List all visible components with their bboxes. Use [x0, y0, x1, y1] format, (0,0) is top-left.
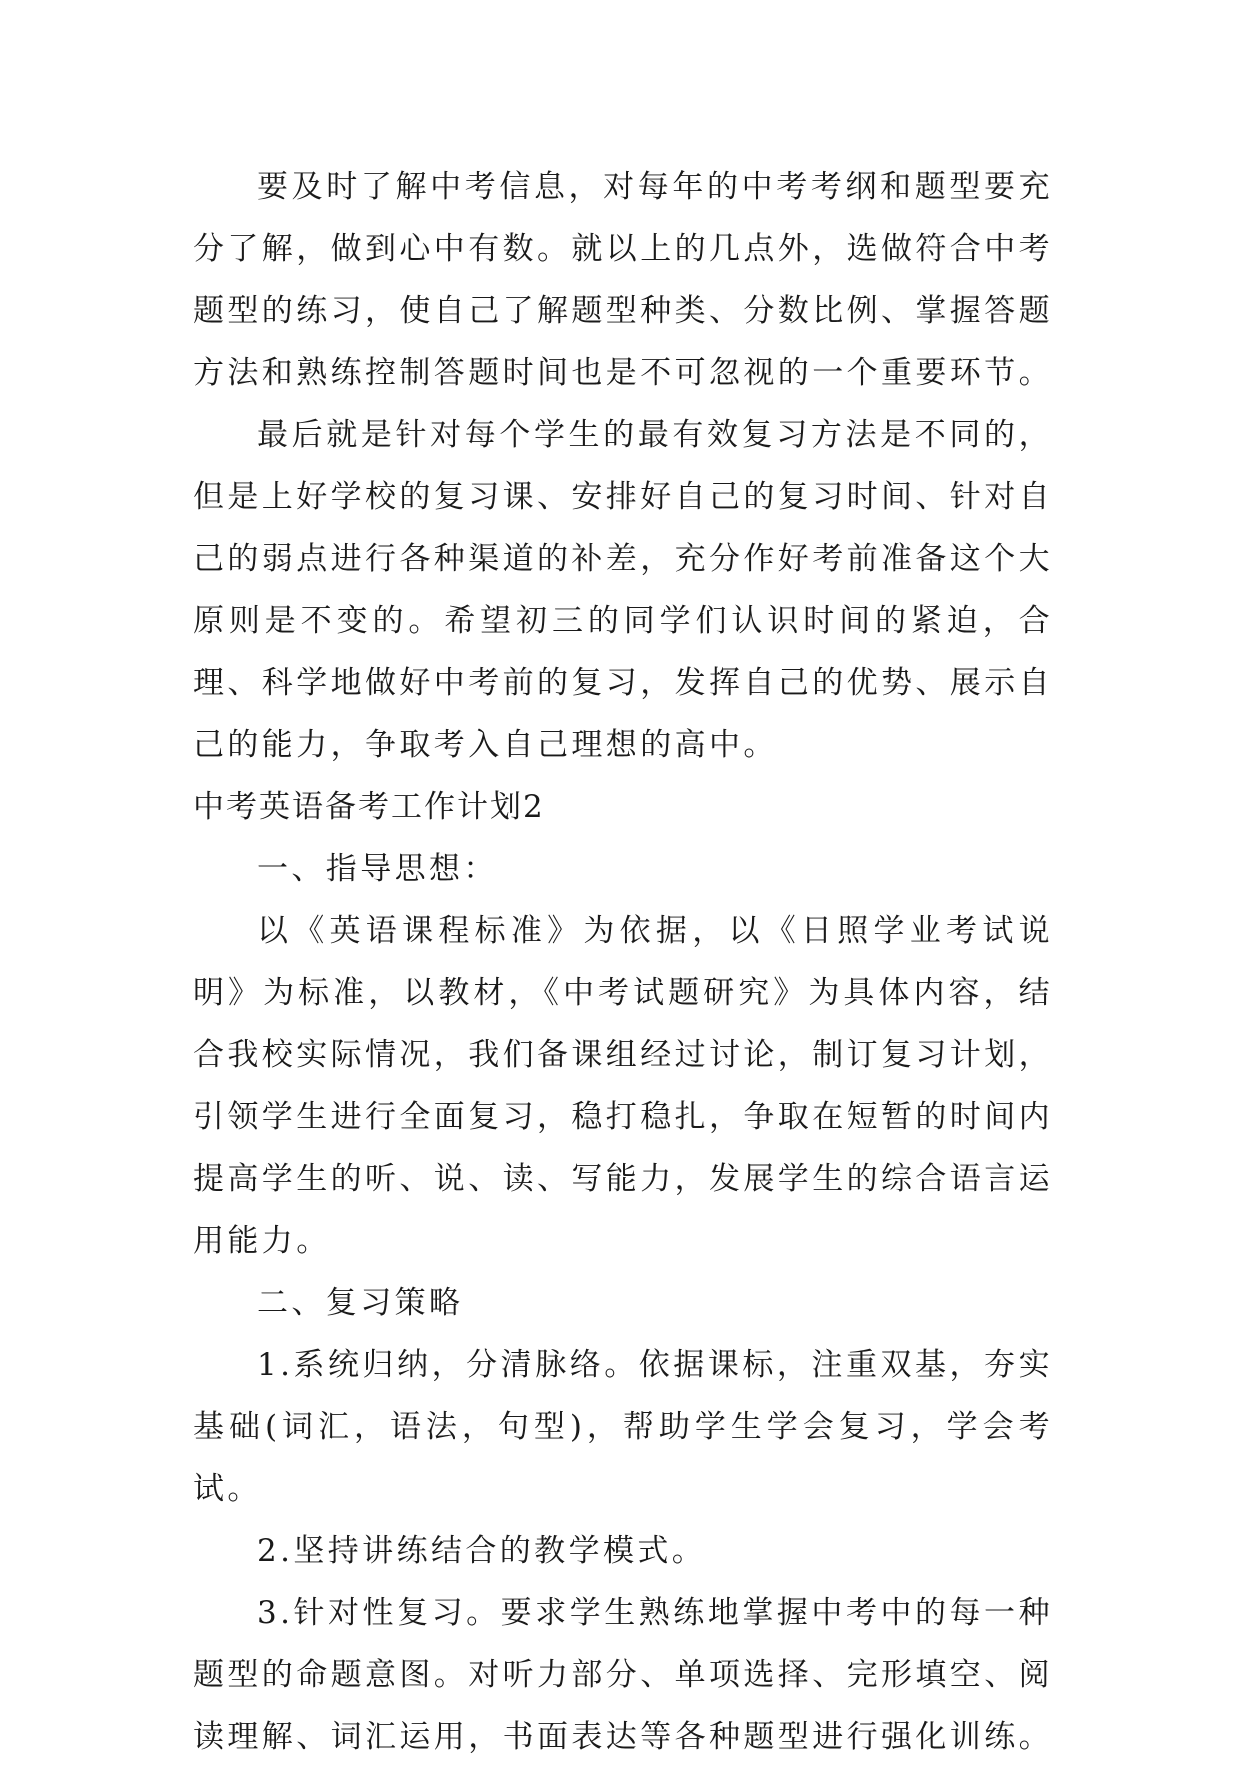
- section-title: 中考英语备考工作计划2: [193, 789, 545, 825]
- paragraph-exam-info: 要及时了解中考信息，对每年的中考考纲和题型要充分了解，做到心中有数。就以上的几点外，选做符合中考题型的练习，使自己了解题型种类、分数比例、掌握答题方法和熟练控制答题时间也是不可忽视的一个重要环节。: [193, 169, 1053, 391]
- list-item-strategy-2: 2.坚持讲练结合的教学模式。: [257, 1533, 707, 1569]
- heading-guiding-thought: 一、指导思想：: [257, 851, 498, 887]
- list-item-strategy-1: 1.系统归纳，分清脉络。依据课标，注重双基，夯实基础(词汇，语法，句型)，帮助学生学会复习，学会考试。: [193, 1347, 1053, 1507]
- heading-review-strategy: 二、复习策略: [257, 1285, 464, 1321]
- paragraph-guiding-thought: 以《英语课程标准》为依据，以《日照学业考试说明》为标准，以教材，《中考试题研究》为具体内容，结合我校实际情况，我们备课组经过讨论，制订复习计划，引领学生进行全面复习，稳打稳扎，争取在短暂的时间内提高学生的听、说、读、写能力，发展学生的综合语言运用能力。: [193, 913, 1053, 1259]
- document-body: [193, 156, 1053, 1768]
- list-item-strategy-3: 3.针对性复习。要求学生熟练地掌握中考中的每一种题型的命题意图。对听力部分、单项选择、完形填空、阅读理解、词汇运用，书面表达等各种题型进行强化训练。: [193, 1595, 1053, 1755]
- paragraph-conclusion: 最后就是针对每个学生的最有效复习方法是不同的，但是上好学校的复习课、安排好自己的复习时间、针对自己的弱点进行各种渠道的补差，充分作好考前准备这个大原则是不变的。希望初三的同学们认识时间的紧迫，合理、科学地做好中考前的复习，发挥自己的优势、展示自己的能力，争取考入自己理想的高中。: [193, 417, 1053, 763]
